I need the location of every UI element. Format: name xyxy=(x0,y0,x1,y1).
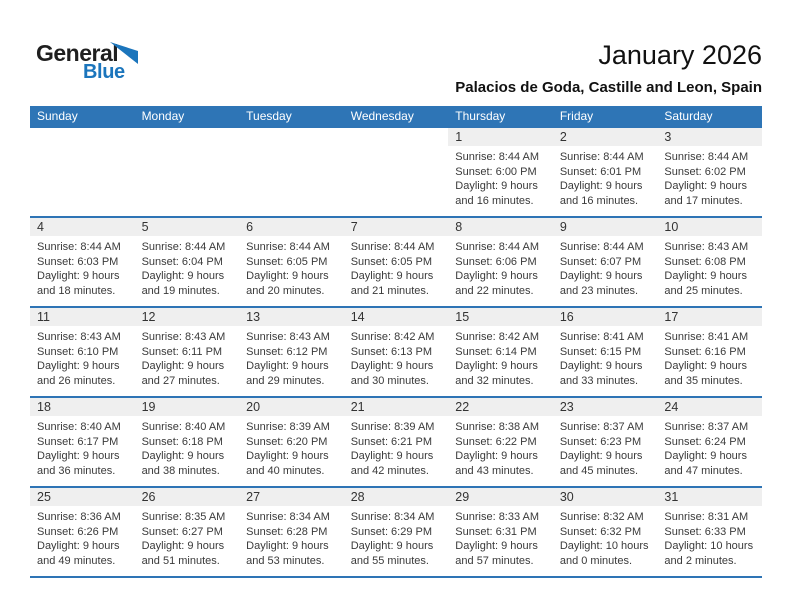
sunrise-text: Sunrise: 8:43 AM xyxy=(246,331,330,343)
day-number: 15 xyxy=(448,308,553,326)
logo-flag-triangle-icon xyxy=(110,42,138,69)
daylight-text-line2: and 20 minutes. xyxy=(246,284,325,297)
day-cell xyxy=(239,218,344,306)
sunrise-text: Sunrise: 8:40 AM xyxy=(37,421,121,433)
day-cell xyxy=(239,308,344,396)
day-details xyxy=(135,416,240,478)
sunset-text: Sunset: 6:05 PM xyxy=(350,255,433,268)
daylight-text-line2: and 51 minutes. xyxy=(141,554,220,567)
sunrise-text: Sunrise: 8:44 AM xyxy=(141,241,226,253)
day-number: 20 xyxy=(239,398,344,416)
weekday-label-sunday: Sunday xyxy=(37,109,78,123)
sunset-text: Sunset: 6:11 PM xyxy=(141,345,223,358)
weekday-label-monday: Monday xyxy=(141,109,185,123)
day-number: 25 xyxy=(30,488,135,506)
sunrise-text: Sunrise: 8:35 AM xyxy=(141,511,226,523)
day-cell xyxy=(553,128,658,216)
day-cell xyxy=(657,128,762,216)
day-details xyxy=(30,236,135,298)
sunrise-text: Sunrise: 8:42 AM xyxy=(455,331,540,343)
sunset-text: Sunset: 6:24 PM xyxy=(664,435,746,448)
weekday-label-tuesday: Tuesday xyxy=(246,109,292,123)
day-number: 8 xyxy=(448,218,553,236)
daylight-text-line2: and 19 minutes. xyxy=(141,284,220,297)
daylight-text-line1: Daylight: 9 hours xyxy=(559,450,643,463)
daylight-text-line1: Daylight: 9 hours xyxy=(246,540,329,553)
daylight-text-line2: and 18 minutes. xyxy=(37,284,116,297)
day-cell xyxy=(239,398,344,486)
daylight-text-line2: and 22 minutes. xyxy=(455,284,534,297)
sunrise-text: Sunrise: 8:43 AM xyxy=(141,331,226,343)
daylight-text-line2: and 16 minutes. xyxy=(559,194,639,207)
day-number: 4 xyxy=(30,218,135,236)
sunset-text: Sunset: 6:00 PM xyxy=(455,165,537,178)
weekday-label-thursday: Thursday xyxy=(455,109,506,123)
day-number: 13 xyxy=(239,308,344,326)
daylight-text-line2: and 43 minutes. xyxy=(455,464,534,477)
day-details xyxy=(30,416,135,478)
daylight-text-line2: and 40 minutes. xyxy=(246,464,325,477)
day-cell xyxy=(30,308,135,396)
daylight-text-line2: and 16 minutes. xyxy=(455,194,534,207)
daylight-text-line2: and 55 minutes. xyxy=(350,554,429,567)
sunset-text: Sunset: 6:05 PM xyxy=(246,255,328,268)
daylight-text-line1: Daylight: 9 hours xyxy=(141,540,225,553)
daylight-text-line1: Daylight: 9 hours xyxy=(37,270,120,283)
sunset-text: Sunset: 6:20 PM xyxy=(246,435,328,448)
sunset-text: Sunset: 6:07 PM xyxy=(559,255,642,268)
day-cell xyxy=(30,218,135,306)
day-number: 31 xyxy=(657,488,762,506)
day-number: 17 xyxy=(657,308,762,326)
daylight-text-line2: and 26 minutes. xyxy=(37,374,116,387)
sunrise-text: Sunrise: 8:44 AM xyxy=(559,151,644,163)
day-cell xyxy=(135,398,240,486)
week-row xyxy=(30,396,762,486)
sunrise-text: Sunrise: 8:33 AM xyxy=(455,511,540,523)
day-cell xyxy=(448,128,553,216)
sunset-text: Sunset: 6:23 PM xyxy=(559,435,642,448)
daylight-text-line1: Daylight: 9 hours xyxy=(455,450,538,463)
general-blue-logo xyxy=(36,42,166,82)
empty-day-cell xyxy=(30,128,135,216)
daylight-text-line1: Daylight: 9 hours xyxy=(455,540,538,553)
weekday-label-friday: Friday xyxy=(559,109,594,123)
sunset-text: Sunset: 6:32 PM xyxy=(559,525,642,538)
day-number: 23 xyxy=(553,398,658,416)
sunrise-text: Sunrise: 8:40 AM xyxy=(141,421,226,433)
daylight-text-line2: and 17 minutes. xyxy=(664,194,743,207)
day-number: 19 xyxy=(135,398,240,416)
day-details xyxy=(135,326,240,388)
daylight-text-line2: and 21 minutes. xyxy=(350,284,429,297)
day-number: 29 xyxy=(448,488,553,506)
empty-day-cell xyxy=(239,128,344,216)
daylight-text-line1: Daylight: 9 hours xyxy=(350,450,434,463)
day-number: 24 xyxy=(657,398,762,416)
week-row xyxy=(30,216,762,306)
day-cell xyxy=(553,218,658,306)
sunrise-text: Sunrise: 8:41 AM xyxy=(664,331,749,343)
daylight-text-line1: Daylight: 9 hours xyxy=(664,450,747,463)
sunset-text: Sunset: 6:10 PM xyxy=(37,345,119,358)
day-details xyxy=(448,506,553,568)
daylight-text-line2: and 49 minutes. xyxy=(37,554,116,567)
daylight-text-line1: Daylight: 10 hours xyxy=(559,540,649,553)
day-cell xyxy=(344,218,449,306)
day-number: 21 xyxy=(344,398,449,416)
day-cell xyxy=(553,308,658,396)
daylight-text-line2: and 45 minutes. xyxy=(559,464,639,477)
sunset-text: Sunset: 6:13 PM xyxy=(350,345,433,358)
daylight-text-line2: and 0 minutes. xyxy=(559,554,632,567)
daylight-text-line1: Daylight: 9 hours xyxy=(141,360,225,373)
day-cell xyxy=(657,398,762,486)
sunset-text: Sunset: 6:02 PM xyxy=(664,165,746,178)
day-details xyxy=(344,506,449,568)
day-details xyxy=(30,506,135,568)
sunset-text: Sunset: 6:21 PM xyxy=(350,435,433,448)
day-cell xyxy=(657,218,762,306)
daylight-text-line1: Daylight: 9 hours xyxy=(350,540,434,553)
day-cell xyxy=(30,398,135,486)
day-number: 16 xyxy=(553,308,658,326)
day-details xyxy=(135,506,240,568)
day-cell xyxy=(657,488,762,576)
day-details xyxy=(657,236,762,298)
day-cell xyxy=(553,398,658,486)
sunrise-text: Sunrise: 8:32 AM xyxy=(559,511,644,523)
day-details xyxy=(448,326,553,388)
sunset-text: Sunset: 6:03 PM xyxy=(37,255,119,268)
calendar-weeks xyxy=(30,126,762,578)
day-cell xyxy=(135,218,240,306)
day-number: 3 xyxy=(657,128,762,146)
sunset-text: Sunset: 6:14 PM xyxy=(455,345,537,358)
daylight-text-line1: Daylight: 9 hours xyxy=(455,180,538,193)
sunset-text: Sunset: 6:15 PM xyxy=(559,345,642,358)
day-number: 28 xyxy=(344,488,449,506)
daylight-text-line2: and 29 minutes. xyxy=(246,374,325,387)
day-details xyxy=(344,236,449,298)
day-details xyxy=(239,236,344,298)
day-details xyxy=(657,416,762,478)
daylight-text-line1: Daylight: 9 hours xyxy=(37,360,120,373)
day-details xyxy=(657,326,762,388)
day-details xyxy=(448,416,553,478)
daylight-text-line1: Daylight: 9 hours xyxy=(37,540,120,553)
weekday-label-saturday: Saturday xyxy=(664,109,713,123)
sunrise-text: Sunrise: 8:44 AM xyxy=(37,241,121,253)
day-details xyxy=(30,326,135,388)
sunrise-text: Sunrise: 8:41 AM xyxy=(559,331,644,343)
title-block xyxy=(455,40,762,96)
day-details xyxy=(553,506,658,568)
day-details xyxy=(553,326,658,388)
day-number: 26 xyxy=(135,488,240,506)
logo-general-text: General xyxy=(36,40,119,66)
daylight-text-line2: and 57 minutes. xyxy=(455,554,534,567)
daylight-text-line1: Daylight: 9 hours xyxy=(141,270,225,283)
daylight-text-line1: Daylight: 9 hours xyxy=(455,360,538,373)
daylight-text-line2: and 53 minutes. xyxy=(246,554,325,567)
daylight-text-line2: and 42 minutes. xyxy=(350,464,429,477)
sunrise-text: Sunrise: 8:44 AM xyxy=(455,151,540,163)
day-cell xyxy=(344,398,449,486)
daylight-text-line1: Daylight: 9 hours xyxy=(559,360,643,373)
day-details xyxy=(239,326,344,388)
day-number: 2 xyxy=(553,128,658,146)
weekday-label-wednesday: Wednesday xyxy=(350,109,414,123)
day-details xyxy=(135,236,240,298)
week-row xyxy=(30,126,762,216)
daylight-text-line2: and 27 minutes. xyxy=(141,374,220,387)
sunrise-text: Sunrise: 8:44 AM xyxy=(664,151,749,163)
sunset-text: Sunset: 6:22 PM xyxy=(455,435,537,448)
day-cell xyxy=(135,488,240,576)
day-number: 27 xyxy=(239,488,344,506)
daylight-text-line1: Daylight: 9 hours xyxy=(246,270,329,283)
day-details xyxy=(553,416,658,478)
daylight-text-line1: Daylight: 9 hours xyxy=(664,180,747,193)
sunset-text: Sunset: 6:01 PM xyxy=(559,165,642,178)
sunrise-text: Sunrise: 8:37 AM xyxy=(664,421,749,433)
daylight-text-line2: and 38 minutes. xyxy=(141,464,220,477)
week-row xyxy=(30,486,762,578)
daylight-text-line1: Daylight: 9 hours xyxy=(559,180,643,193)
daylight-text-line1: Daylight: 9 hours xyxy=(559,270,643,283)
daylight-text-line1: Daylight: 9 hours xyxy=(350,360,434,373)
day-number: 6 xyxy=(239,218,344,236)
day-cell xyxy=(448,398,553,486)
day-cell xyxy=(448,308,553,396)
daylight-text-line1: Daylight: 9 hours xyxy=(37,450,120,463)
month-title: January 2026 xyxy=(598,40,762,70)
sunrise-text: Sunrise: 8:44 AM xyxy=(559,241,644,253)
sunset-text: Sunset: 6:16 PM xyxy=(664,345,746,358)
sunrise-text: Sunrise: 8:44 AM xyxy=(455,241,540,253)
sunset-text: Sunset: 6:17 PM xyxy=(37,435,119,448)
sunrise-text: Sunrise: 8:43 AM xyxy=(37,331,121,343)
day-number: 22 xyxy=(448,398,553,416)
day-details xyxy=(657,146,762,208)
empty-day-cell xyxy=(135,128,240,216)
weekday-header-row xyxy=(30,106,762,126)
day-cell xyxy=(657,308,762,396)
sunset-text: Sunset: 6:12 PM xyxy=(246,345,328,358)
sunset-text: Sunset: 6:06 PM xyxy=(455,255,537,268)
sunrise-text: Sunrise: 8:42 AM xyxy=(350,331,435,343)
day-details xyxy=(553,236,658,298)
daylight-text-line1: Daylight: 9 hours xyxy=(455,270,538,283)
sunset-text: Sunset: 6:31 PM xyxy=(455,525,537,538)
sunrise-text: Sunrise: 8:38 AM xyxy=(455,421,540,433)
sunrise-text: Sunrise: 8:37 AM xyxy=(559,421,644,433)
daylight-text-line1: Daylight: 9 hours xyxy=(664,270,747,283)
daylight-text-line2: and 30 minutes. xyxy=(350,374,429,387)
day-number: 10 xyxy=(657,218,762,236)
day-number: 18 xyxy=(30,398,135,416)
day-cell xyxy=(30,488,135,576)
sunrise-text: Sunrise: 8:44 AM xyxy=(350,241,435,253)
sunset-text: Sunset: 6:18 PM xyxy=(141,435,223,448)
daylight-text-line2: and 32 minutes. xyxy=(455,374,534,387)
day-cell xyxy=(344,488,449,576)
day-number: 11 xyxy=(30,308,135,326)
day-number: 5 xyxy=(135,218,240,236)
day-details xyxy=(657,506,762,568)
daylight-text-line1: Daylight: 9 hours xyxy=(141,450,225,463)
sunrise-text: Sunrise: 8:36 AM xyxy=(37,511,121,523)
daylight-text-line1: Daylight: 9 hours xyxy=(246,450,329,463)
day-cell xyxy=(344,308,449,396)
day-details xyxy=(448,236,553,298)
sunset-text: Sunset: 6:26 PM xyxy=(37,525,119,538)
daylight-text-line1: Daylight: 9 hours xyxy=(246,360,329,373)
sunset-text: Sunset: 6:27 PM xyxy=(141,525,223,538)
day-number: 30 xyxy=(553,488,658,506)
location-subtitle: Palacios de Goda, Castille and Leon, Spain xyxy=(455,79,762,97)
sunrise-text: Sunrise: 8:39 AM xyxy=(246,421,330,433)
sunset-text: Sunset: 6:04 PM xyxy=(141,255,223,268)
daylight-text-line2: and 23 minutes. xyxy=(559,284,639,297)
day-details xyxy=(448,146,553,208)
day-cell xyxy=(448,488,553,576)
day-number: 9 xyxy=(553,218,658,236)
sunrise-text: Sunrise: 8:34 AM xyxy=(350,511,435,523)
daylight-text-line1: Daylight: 9 hours xyxy=(350,270,434,283)
sunrise-text: Sunrise: 8:44 AM xyxy=(246,241,330,253)
logo-blue-text: Blue xyxy=(83,61,125,83)
daylight-text-line2: and 36 minutes. xyxy=(37,464,116,477)
sunrise-text: Sunrise: 8:43 AM xyxy=(664,241,749,253)
empty-day-cell xyxy=(344,128,449,216)
daylight-text-line2: and 25 minutes. xyxy=(664,284,743,297)
sunset-text: Sunset: 6:28 PM xyxy=(246,525,328,538)
sunset-text: Sunset: 6:29 PM xyxy=(350,525,433,538)
day-details xyxy=(553,146,658,208)
calendar-table xyxy=(30,106,762,578)
sunset-text: Sunset: 6:08 PM xyxy=(664,255,746,268)
day-details xyxy=(239,506,344,568)
day-details xyxy=(239,416,344,478)
day-details xyxy=(344,416,449,478)
day-details xyxy=(344,326,449,388)
week-row xyxy=(30,306,762,396)
daylight-text-line2: and 47 minutes. xyxy=(664,464,743,477)
daylight-text-line2: and 2 minutes. xyxy=(664,554,737,567)
day-cell xyxy=(239,488,344,576)
sunrise-text: Sunrise: 8:39 AM xyxy=(350,421,435,433)
daylight-text-line1: Daylight: 10 hours xyxy=(664,540,754,553)
sunset-text: Sunset: 6:33 PM xyxy=(664,525,746,538)
day-number: 14 xyxy=(344,308,449,326)
day-cell xyxy=(448,218,553,306)
day-cell xyxy=(553,488,658,576)
day-number: 1 xyxy=(448,128,553,146)
sunrise-text: Sunrise: 8:34 AM xyxy=(246,511,330,523)
daylight-text-line2: and 35 minutes. xyxy=(664,374,743,387)
day-number: 7 xyxy=(344,218,449,236)
day-number: 12 xyxy=(135,308,240,326)
daylight-text-line1: Daylight: 9 hours xyxy=(664,360,747,373)
day-cell xyxy=(135,308,240,396)
sunrise-text: Sunrise: 8:31 AM xyxy=(664,511,749,523)
daylight-text-line2: and 33 minutes. xyxy=(559,374,639,387)
